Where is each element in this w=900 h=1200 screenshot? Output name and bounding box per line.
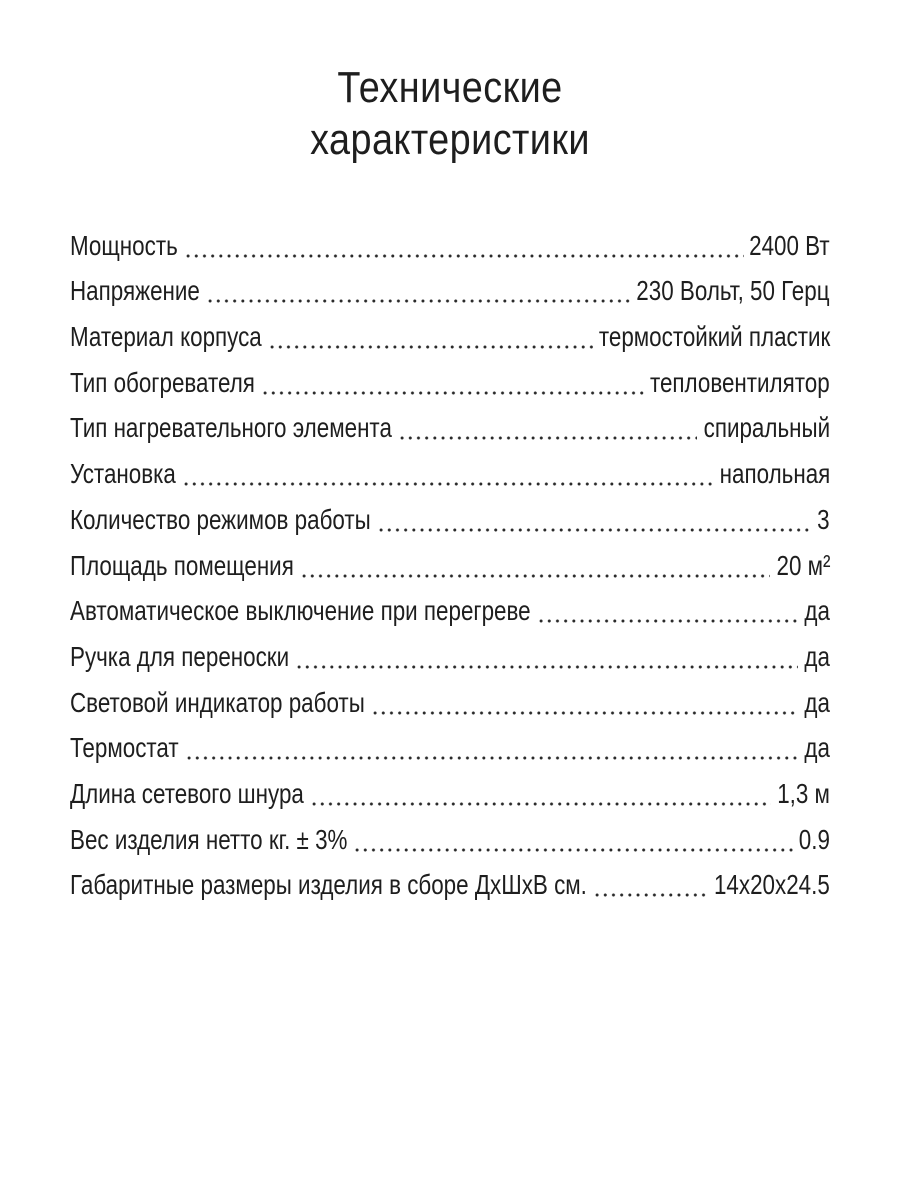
spec-label: Напряжение [70,275,200,307]
spec-label: Тип обогревателя [70,366,255,398]
spec-value: тепловентилятор [650,366,830,398]
dot-leader [593,892,708,898]
spec-row-modes [70,493,830,539]
dot-leader [310,801,771,807]
spec-row-indicator-light [70,676,830,722]
spec-row-overheat-shutoff [70,585,830,631]
spec-value: 230 Вольт, 50 Герц [636,275,830,307]
spec-value: да [804,640,830,672]
spec-label: Вес изделия нетто кг. ± 3% [70,823,348,855]
spec-value: да [804,732,830,764]
title-line-2: характеристики [310,115,590,164]
spec-value: 3 [817,503,830,535]
spec-label: Автоматическое выключение при перегреве [70,595,531,627]
spec-row-voltage [70,265,830,311]
spec-row-heating-element [70,402,830,448]
spec-row-room-area [70,539,830,585]
spec-value: 2400 Вт [749,229,830,261]
title-line-1: Технические [337,63,563,112]
spec-row-net-weight [70,813,830,859]
spec-value: да [804,595,830,627]
spec-value: термостойкий пластик [598,321,830,353]
spec-value: спиральный [703,412,830,444]
spec-row-carry-handle [70,630,830,676]
spec-row-thermostat [70,722,830,768]
dot-leader [371,710,799,716]
spec-label: Мощность [70,229,178,261]
spec-row-cord-length [70,767,830,813]
dot-leader [268,344,593,350]
spec-row-installation [70,447,830,493]
spec-row-dimensions [70,859,830,905]
spec-row-body-material [70,310,830,356]
spec-label: Тип нагревательного элемента [70,412,392,444]
dot-leader [377,527,812,533]
dot-leader [300,573,770,579]
spec-label: Материал корпуса [70,321,262,353]
spec-label: Площадь помещения [70,549,294,581]
spec-value: да [804,686,830,718]
spec-label: Длина сетевого шнура [70,777,304,809]
dot-leader [295,664,798,670]
dot-leader [185,755,799,761]
spec-label: Установка [70,458,176,490]
dot-leader [398,435,697,441]
spec-label: Габаритные размеры изделия в сборе ДхШхВ см. [70,869,587,901]
spec-label: Термостат [70,732,179,764]
spec-row-heater-type [70,356,830,402]
spec-list [70,219,830,904]
dot-leader [206,298,631,304]
dot-leader [537,618,799,624]
spec-value: 1,3 м [777,777,830,809]
spec-value: 20 м² [776,549,830,581]
spec-label: Световой индикатор работы [70,686,365,718]
spec-label: Количество режимов работы [70,503,371,535]
dot-leader [182,481,713,487]
dot-leader [184,253,744,259]
spec-value: 0.9 [798,823,830,855]
spec-value: напольная [719,458,830,490]
page-title [63,62,837,166]
dot-leader [353,847,792,853]
spec-value: 14x20x24.5 [714,869,830,901]
spec-label: Ручка для переноски [70,640,290,672]
spec-row-power [70,219,830,265]
dot-leader [261,390,644,396]
